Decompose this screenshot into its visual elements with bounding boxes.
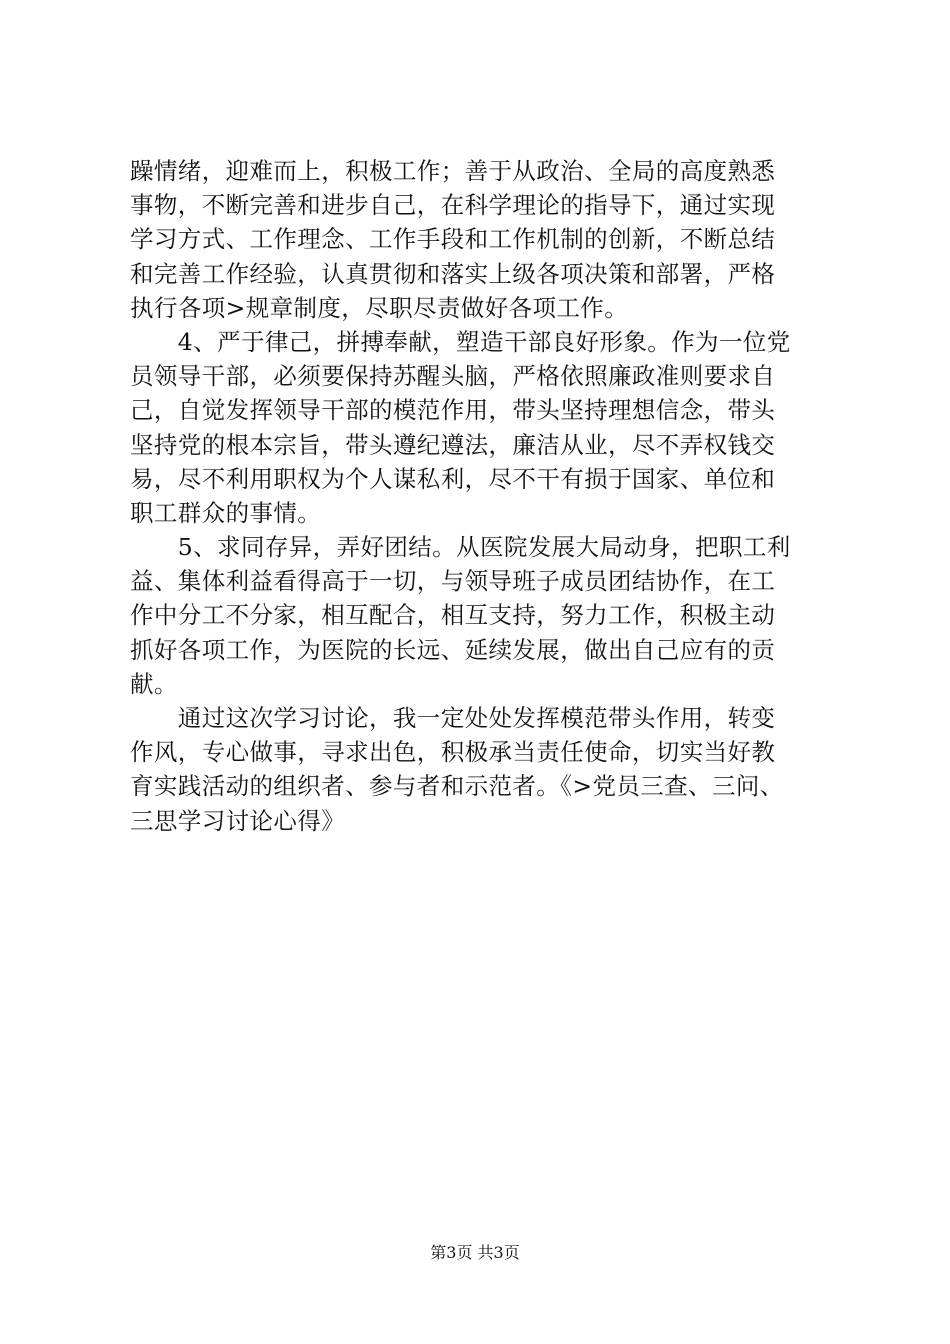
text-line: 作中分工不分家，相互配合，相互支持，努力工作，积极主动: [130, 601, 776, 630]
text-line: 职工群众的事情。: [130, 498, 322, 527]
text-line: 三思学习讨论心得》: [130, 806, 346, 835]
text-line: 坚持党的根本宗旨，带头遵纪遵法，廉洁从业，尽不弄权钱交: [130, 430, 776, 459]
text-line: 抓好各项工作，为医院的长远、延续发展，做出自己应有的贡: [130, 635, 776, 664]
text-line: 作风，专心做事，寻求出色，积极承当责任使命，切实当好教: [130, 738, 776, 767]
text-line: 和完善工作经验，认真贯彻和落实上级各项决策和部署，严格: [130, 259, 776, 288]
text-line: 育实践活动的组织者、参与者和示范者。《>党员三查、三问、: [130, 772, 784, 801]
text-line: 事物，不断完善和进步自己，在科学理论的指导下，通过实现: [130, 191, 776, 220]
text-line: 学习方式、工作理念、工作手段和工作机制的创新，不断总结: [130, 225, 776, 254]
text-line: 通过这次学习讨论，我一定处处发挥模范带头作用，转变: [130, 704, 776, 732]
page-number-footer: 第3页 共3页: [430, 1243, 520, 1262]
document-body: [130, 154, 836, 838]
text-line: 献。: [130, 669, 178, 698]
text-line: 5、求同存异，弄好团结。从医院发展大局动身，把职工利: [130, 533, 791, 562]
text-line: 易，尽不利用职权为个人谋私利，尽不干有损于国家、单位和: [130, 464, 776, 493]
text-line: 益、集体利益看得高于一切，与领导班子成员团结协作，在工: [130, 567, 776, 596]
text-line: 己，自觉发挥领导干部的模范作用，带头坚持理想信念，带头: [130, 396, 776, 425]
text-line: 4、严于律己，拼搏奉献，塑造干部良好形象。作为一位党: [130, 327, 791, 356]
text-line: 躁情绪，迎难而上，积极工作；善于从政治、全局的高度熟悉: [130, 157, 776, 185]
text-line: 员领导干部，必须要保持苏醒头脑，严格依照廉政准则要求自: [130, 362, 776, 391]
text-line: 执行各项>规章制度，尽职尽责做好各项工作。: [130, 293, 629, 322]
